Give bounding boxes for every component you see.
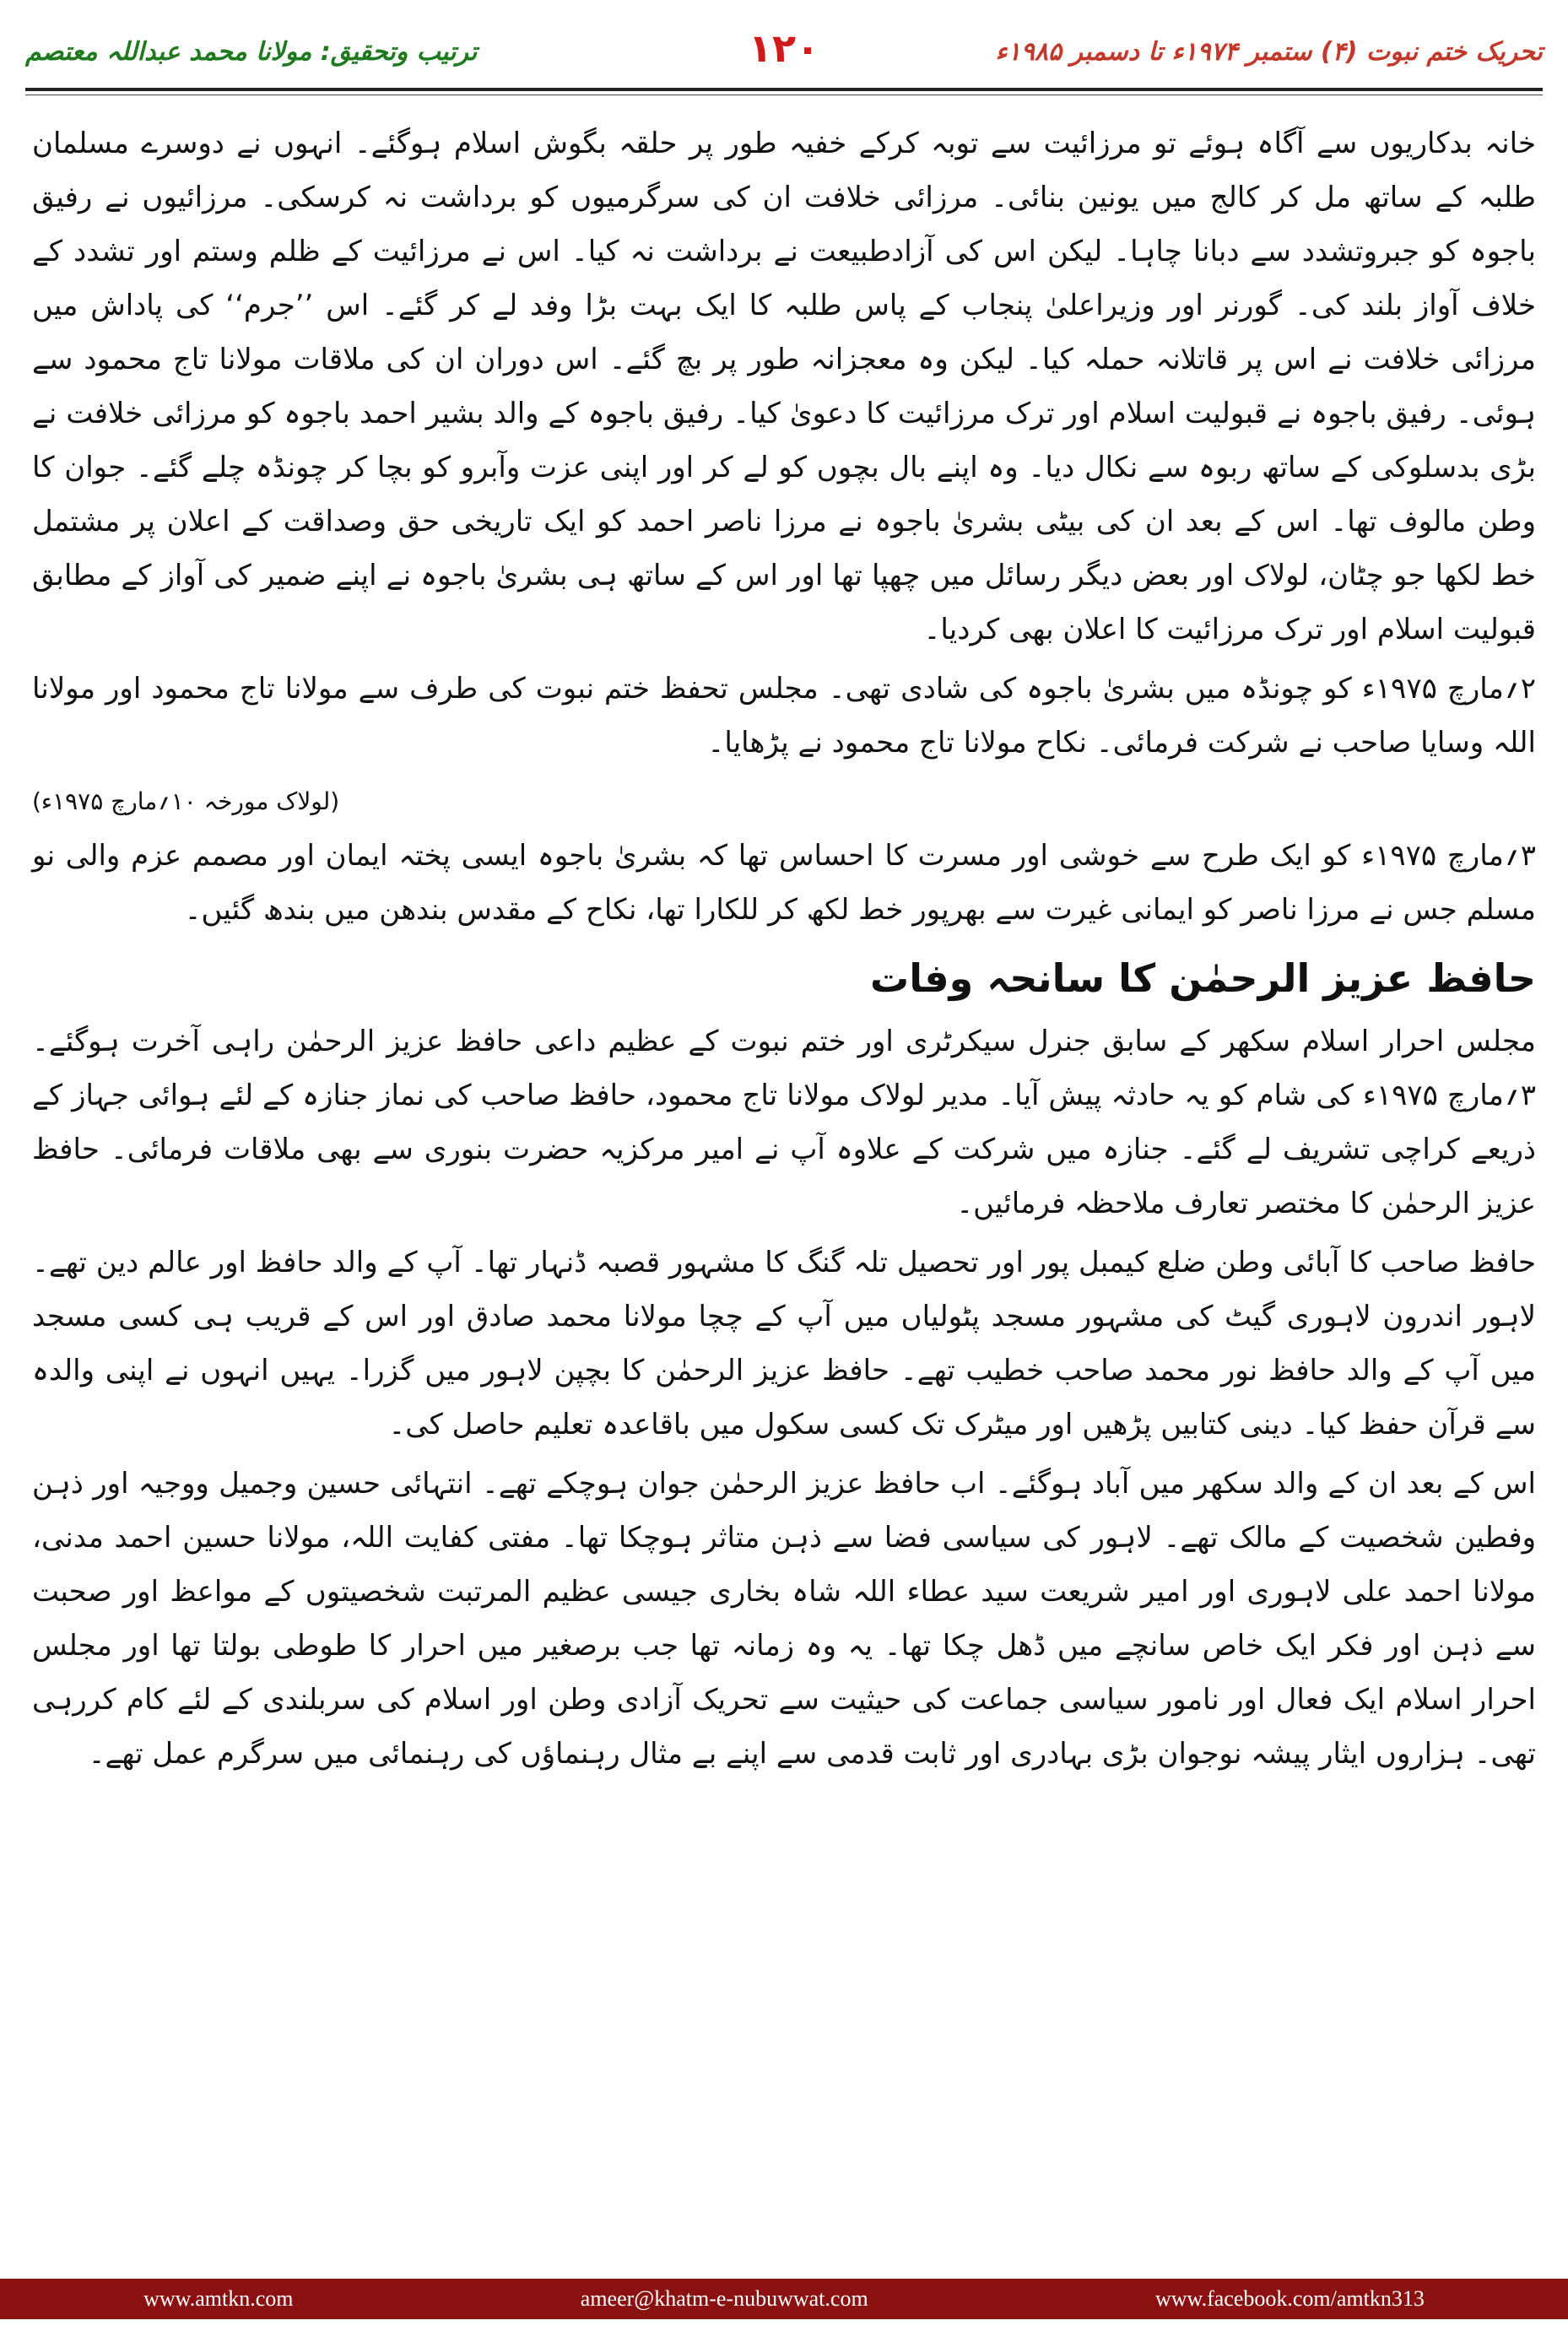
- page-footer: [0, 2279, 1568, 2319]
- paragraph-4: مجلس احرار اسلام سکھر کے سابق جنرل سیکرٹری اور ختم نبوت کے عظیم داعی حافظ عزیز الرحمٰن راہی آخرت ہوگئے۔ ۳؍مارچ ۱۹۷۵ء کی شام کو یہ حادثہ پیش آیا۔ مدیر لولاک مولانا تاج محمود، حافظ صاحب کی نماز جنازہ کے لئے ہوائی جہاز کے ذریعے کراچی تشریف لے گئے۔ جنازہ میں شرکت کے علاوہ آپ نے امیر مرکزیہ حضرت بنوری سے بھی ملاقات فرمائی۔ حافظ عزیز الرحمٰن کا مختصر تعارف ملاحظہ فرمائیں۔: [32, 1025, 1537, 1220]
- section-heading: حافظ عزیز الرحمٰن کا سانحہ وفات: [870, 955, 1536, 1001]
- paragraph-6: اس کے بعد ان کے والد سکھر میں آباد ہوگئے۔ اب حافظ عزیز الرحمٰن جوان ہوچکے تھے۔ انتہائی حسین وجمیل ووجیہ اور ذہن وفطین شخصیت کے مالک تھے۔ لاہور کی سیاسی فضا سے ذہن متاثر ہوچکا تھا۔ مفتی کفایت اللہ، مولانا حسین احمد مدنی، مولانا احمد علی لاہوری اور امیر شریعت سید عطاء اللہ شاہ بخاری جیسی عظیم المرتبت شخصیتوں کے مواعظ اور صحبت سے ذہن اور فکر ایک خاص سانچے میں ڈھل چکا تھا۔ یہ وہ زمانہ تھا جب برصغیر میں احرار کا طوطی بولتا تھا اور مجلس احرار اسلام ایک فعال اور نامور سیاسی جماعت کی حیثیت سے تحریک آزادی وطن اور اسلام کی سربلندی کے لئے کام کررہی تھی۔ ہزاروں ایثار پیشہ نوجوان بڑی بہادری اور ثابت قدمی سے اپنے بے مثال رہنماؤں کی رہنمائی میں سرگرم عمل تھے۔: [32, 1467, 1536, 1771]
- website-link[interactable]: www.amtkn.com: [143, 2286, 294, 2311]
- email-link[interactable]: ameer@khatm-e-nubuwwat.com: [580, 2286, 868, 2311]
- citation: (لولاک مورخہ ۱۰؍مارچ ۱۹۷۵ء): [32, 787, 340, 815]
- book-title: تحریک ختم نبوت (۴) ستمبر ۱۹۷۴ء تا دسمبر ۱۹۸۵ء: [995, 37, 1543, 67]
- paragraph-1: خانہ بدکاریوں سے آگاہ ہوئے تو مرزائیت سے توبہ کرکے خفیہ طور پر حلقہ بگوش اسلام ہوگئے۔ انہوں نے دوسرے مسلمان طلبہ کے ساتھ مل کر کالج میں یونین بنائی۔ مرزائی خلافت ان کی سرگرمیوں کو برداشت نہ کرسکی۔ مرزائیوں نے رفیق باجوہ کو جبروتشدد سے دبانا چاہا۔ لیکن اس کی آزادطبیعت نے برداشت نہ کیا۔ اس نے مرزائیت کے ظلم وستم اور تشدد کے خلاف آواز بلند کی۔ گورنر اور وزیراعلیٰ پنجاب کے پاس طلبہ کا ایک بہت بڑا وفد لے کر گئے۔ اس ’’جرم‘‘ کی پاداش میں مرزائی خلافت نے اس پر قاتلانہ حملہ کیا۔ لیکن وہ معجزانہ طور پر بچ گئے۔ اس دوران ان کی ملاقات مولانا تاج محمود سے ہوئی۔ رفیق باجوہ نے قبولیت اسلام اور ترک مرزائیت کا دعویٰ کیا۔ رفیق باجوہ کے والد بشیر احمد باجوہ کو مرزائی خلافت نے بڑی بدسلوکی کے ساتھ ربوہ سے نکال دیا۔ وہ اپنے بال بچوں کو لے کر اور اپنی عزت وآبرو کو بچا کر چونڈہ چلے گئے۔ جوان کا وطن مالوف تھا۔ اس کے بعد ان کی بیٹی بشریٰ باجوہ نے مرزا ناصر احمد کو ایک تاریخی حق وصداقت کے اعلان پر مشتمل خط لکھا جو چٹان، لولاک اور بعض دیگر رسائل میں چھپا تھا اور اس کے ساتھ ہی بشریٰ باجوہ نے اپنے ضمیر کی آواز کے مطابق قبولیت اسلام اور ترک مرزائیت کا اعلان بھی کردیا۔: [32, 127, 1536, 646]
- facebook-link[interactable]: www.facebook.com/amtkn313: [1154, 2286, 1425, 2311]
- header-divider: [25, 88, 1543, 91]
- paragraph-2: ۲؍مارچ ۱۹۷۵ء کو چونڈہ میں بشریٰ باجوہ کی شادی تھی۔ مجلس تحفظ ختم نبوت کی طرف سے مولانا تاج محمود اور مولانا اللہ وسایا صاحب نے شرکت فرمائی۔ نکاح مولانا تاج محمود نے پڑھایا۔: [32, 672, 1536, 760]
- page-number: ۱۲۰: [748, 25, 820, 71]
- page-header: [25, 25, 1543, 86]
- paragraph-5: حافظ صاحب کا آبائی وطن ضلع کیمبل پور اور تحصیل تلہ گنگ کا مشہور قصبہ ڈنہار تھا۔ آپ کے والد حافظ اور عالم دین تھے۔ لاہور اندرون لاہوری گیٹ کی مشہور مسجد پٹولیاں میں آپ کے چچا مولانا محمد صادق اور اس کے قریب ہی کسی مسجد میں آپ کے والد حافظ نور محمد صاحب خطیب تھے۔ حافظ عزیز الرحمٰن کا بچپن لاہور میں گزرا۔ یہیں انہوں نے اپنی والدہ سے قرآن حفظ کیا۔ دینی کتابیں پڑھیں اور میٹرک تک کسی سکول میں باقاعدہ تعلیم حاصل کی۔: [32, 1246, 1536, 1441]
- page-body: [32, 116, 1536, 2226]
- paragraph-3: ۳؍مارچ ۱۹۷۵ء کو ایک طرح سے خوشی اور مسرت کا احساس تھا کہ بشریٰ باجوہ ایسی پختہ ایمان اور مصمم عزم والی نو مسلم جس نے مرزا ناصر کو ایمانی غیرت سے بھرپور خط لکھ کر للکارا تھا، نکاح کے مقدس بندھن میں بندھ گئیں۔: [32, 839, 1536, 927]
- compiler-credit: ترتیب وتحقیق: مولانا محمد عبداللہ معتصم: [25, 37, 478, 67]
- citation-row: [32, 775, 1536, 829]
